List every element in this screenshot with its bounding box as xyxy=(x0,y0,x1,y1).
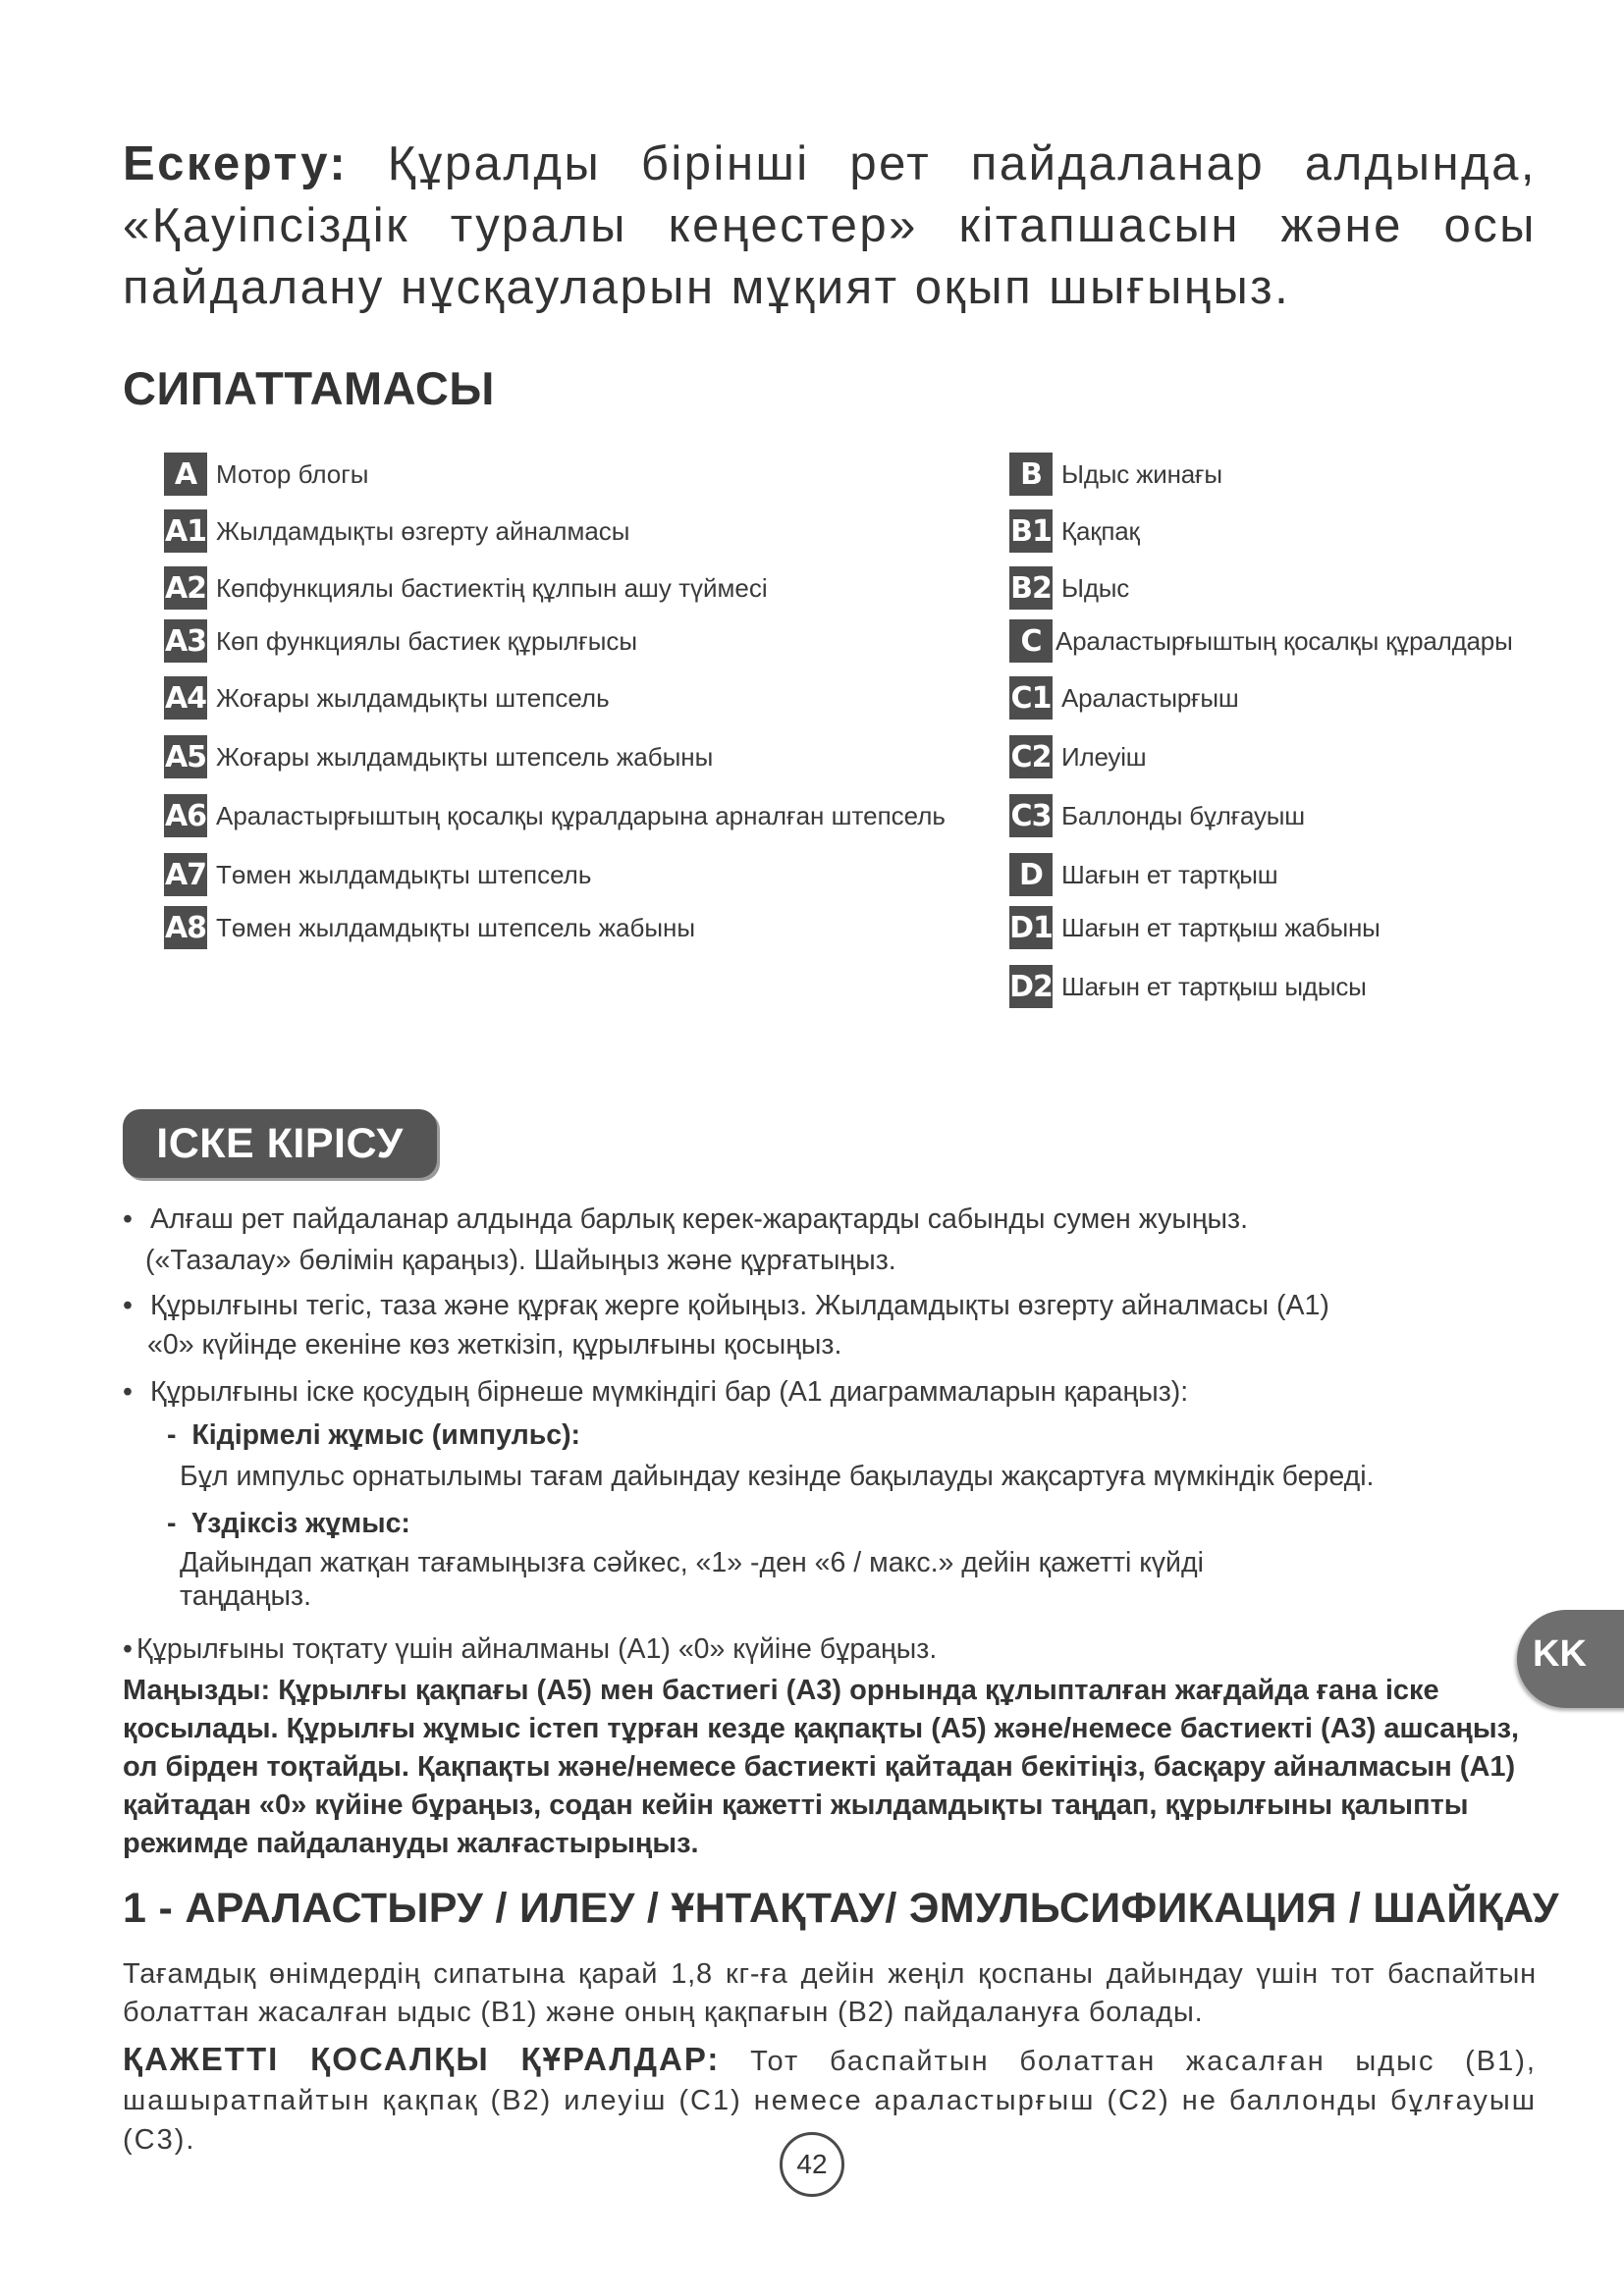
part-item xyxy=(164,508,629,554)
part-code-badge: A6 xyxy=(164,794,207,837)
part-item xyxy=(1009,734,1146,779)
part-label: Көпфункциялы бастиектің құлпын ашу түймесі xyxy=(216,572,768,603)
part-item xyxy=(164,675,610,721)
part-code-badge: A5 xyxy=(164,735,207,778)
part-code-badge: A1 xyxy=(164,509,207,553)
accessories-label: ҚАЖЕТТІ ҚОСАЛҚЫ ҚҰРАЛДАР: xyxy=(123,2041,721,2077)
part-label: Араластырғыш xyxy=(1061,682,1239,713)
description-heading: СИПАТТАМАСЫ xyxy=(123,362,495,414)
part-code-badge: D2 xyxy=(1009,965,1053,1008)
part-item xyxy=(164,793,946,838)
bullet-text: Құрылғыны тегіс, таза және құрғақ жерге қойыңыз. Жылдамдықты өзгерту айналмасы (A1) xyxy=(150,1290,1329,1321)
part-label: Жоғары жылдамдықты штепсель жабыны xyxy=(216,741,714,772)
part-code-badge: C3 xyxy=(1009,794,1053,837)
pulse-mode-text: Бұл импульс орнатылымы тағам дайындау кезінде бақылауды жақсартуға мүмкіндік береді. xyxy=(180,1461,1375,1492)
part-code-badge: A xyxy=(164,453,207,496)
page-number: 42 xyxy=(796,2149,828,2179)
part-code-badge: B xyxy=(1009,453,1053,496)
part-label: Шағын ет тартқыш xyxy=(1061,859,1278,889)
part-code-badge: A3 xyxy=(164,619,207,663)
part-item xyxy=(1009,675,1239,721)
part-item xyxy=(164,452,368,497)
important-note: Маңызды: Құрылғы қақпағы (A5) мен бастиегі (A3) орнында құлыпталған жағдайда ғана іске қосылады. Құрылғы жұмыс істеп тұрған кезде қақпақты (A5) және/немесе бастиекті (A3) ашсаңыз, ол бірден тоқтайды. Қақпақты және/немесе бастиекті қайтадан бекітіңіз, басқару айналмасын (A1) қайтадан «0» күйіне бұраңыз, содан кейін қажетті жылдамдықты таңдап, құрылғыны қалыпты режимде пайдалануды жалғастырыңыз. xyxy=(123,1675,1520,1859)
part-label: Араластырғыштың қосалқы құралдарына арналған штепсель xyxy=(216,800,946,830)
part-code-badge: A7 xyxy=(164,853,207,896)
part-item xyxy=(1009,565,1129,611)
accessories-text: Тот баспайтын болаттан жасалған ыдыс (B1), шашыратпайтын қақпақ (B2) илеуіш (C1) немесе араластырғыш (C2) не баллонды бұлғауыш (C3). xyxy=(123,2046,1537,2156)
part-code-badge: D1 xyxy=(1009,906,1053,949)
part-code-badge: C1 xyxy=(1009,676,1053,720)
mixing-paragraph: Тағамдық өнімдердің сипатына қарай 1,8 кг-ға дейін жеңіл қоспаны дайындау үшін тот баспайтын болаттан жасалған ыдыс (B1) және оның қақпағын (B2) пайдалануға болады. xyxy=(123,1958,1537,2028)
startup-bullet-4: • Құрылғыны тоқтату үшін айналманы (A1) «0» күйіне бұраңыз. xyxy=(123,1633,938,1665)
part-label: Араластырғыштың қосалқы құралдары xyxy=(1056,625,1513,656)
part-label: Баллонды бұлғауыш xyxy=(1061,800,1305,830)
warning-note xyxy=(123,133,1537,319)
part-label: Илеуіш xyxy=(1061,741,1147,772)
language-tab xyxy=(1517,1610,1624,1708)
continuous-mode-text-1: Дайындап жатқан тағамыңызға сәйкес, «1» -ден «6 / макс.» дейін қажетті күйді xyxy=(180,1547,1204,1578)
part-label: Жоғары жылдамдықты штепсель xyxy=(216,682,610,713)
part-item xyxy=(164,618,637,664)
pulse-mode-title: Кідірмелі жұмыс (импульс): xyxy=(191,1419,581,1451)
bullet-text: Алғаш рет пайдаланар алдында барлық керек-жарақтарды сабынды сумен жуыңыз. xyxy=(150,1203,1249,1235)
startup-bullet-1: • Алғаш рет пайдаланар алдында барлық керек-жарақтарды сабынды сумен жуыңыз. xyxy=(123,1203,1249,1235)
part-label: Шағын ет тартқыш ыдысы xyxy=(1061,971,1367,1001)
part-label: Шағын ет тартқыш жабыны xyxy=(1061,912,1380,942)
part-item xyxy=(1009,964,1367,1009)
part-label: Төмен жылдамдықты штепсель жабыны xyxy=(216,912,696,942)
continuous-mode-text-2: таңдаңыз. xyxy=(180,1580,312,1612)
part-label: Мотор блогы xyxy=(216,458,369,489)
part-item xyxy=(1009,793,1305,838)
startup-bullet-3: • Құрылғыны іске қосудың бірнеше мүмкіндігі бар (A1 диаграммаларын қараңыз): xyxy=(123,1376,1189,1408)
part-label: Қақпақ xyxy=(1061,515,1140,546)
part-item xyxy=(164,852,591,897)
startup-bullet-2-cont: «0» күйінде екеніне көз жеткізіп, құрылғыны қосыңыз. xyxy=(147,1329,842,1361)
language-code: KK xyxy=(1533,1633,1587,1675)
part-item xyxy=(1009,852,1277,897)
part-item xyxy=(1009,452,1222,497)
part-code-badge: B1 xyxy=(1009,509,1053,553)
startup-heading: ІСКЕ КІРІСУ xyxy=(156,1119,404,1167)
warning-text: Құралды бірінші рет пайдаланар алдында, «Қауіпсіздік туралы кеңестер» кітапшасын және осы пайдалану нұсқауларын мұқият оқып шығыңыз. xyxy=(123,137,1537,314)
continuous-mode-title: Үздіксіз жұмыс: xyxy=(191,1508,410,1539)
part-label: Ыдыс xyxy=(1061,572,1130,603)
part-item xyxy=(1009,618,1513,664)
part-label: Төмен жылдамдықты штепсель xyxy=(216,859,592,889)
part-item xyxy=(1009,508,1140,554)
part-code-badge: D xyxy=(1009,853,1053,896)
startup-bullet-1-cont: («Тазалау» бөлімін қараңыз). Шайыңыз және құрғатыңыз. xyxy=(145,1245,896,1276)
part-code-badge: A4 xyxy=(164,676,207,720)
part-code-badge: B2 xyxy=(1009,566,1053,610)
part-label: Жылдамдықты өзгерту айналмасы xyxy=(216,515,630,546)
page-number-circle xyxy=(780,2132,844,2197)
bullet-text: Құрылғыны іске қосудың бірнеше мүмкіндігі бар (A1 диаграммаларын қараңыз): xyxy=(150,1376,1189,1408)
part-code-badge: C xyxy=(1009,619,1053,663)
warning-label: Ескерту: xyxy=(123,137,349,190)
continuous-mode-heading: - Үздіксіз жұмыс: xyxy=(167,1508,410,1539)
part-label: Көп функциялы бастиек құрылғысы xyxy=(216,625,638,656)
part-item xyxy=(164,565,768,611)
startup-bullet-2: • Құрылғыны тегіс, таза және құрғақ жерге қойыңыз. Жылдамдықты өзгерту айналмасы (A1) xyxy=(123,1290,1329,1321)
part-item xyxy=(164,905,695,950)
part-code-badge: A8 xyxy=(164,906,207,949)
part-label: Ыдыс жинағы xyxy=(1061,458,1222,489)
startup-section-tab xyxy=(123,1109,437,1178)
part-code-badge: A2 xyxy=(164,566,207,610)
pulse-mode-heading: - Кідірмелі жұмыс (импульс): xyxy=(167,1419,581,1451)
bullet-text: Құрылғыны тоқтату үшін айналманы (A1) «0» күйіне бұраңыз. xyxy=(136,1633,938,1665)
part-item xyxy=(1009,905,1380,950)
part-item xyxy=(164,734,713,779)
part-code-badge: C2 xyxy=(1009,735,1053,778)
mixing-heading: 1 - АРАЛАСТЫРУ / ИЛЕУ / ҰНТАҚТАУ/ ЭМУЛЬСИФИКАЦИЯ / ШАЙҚАУ xyxy=(123,1885,1559,1932)
